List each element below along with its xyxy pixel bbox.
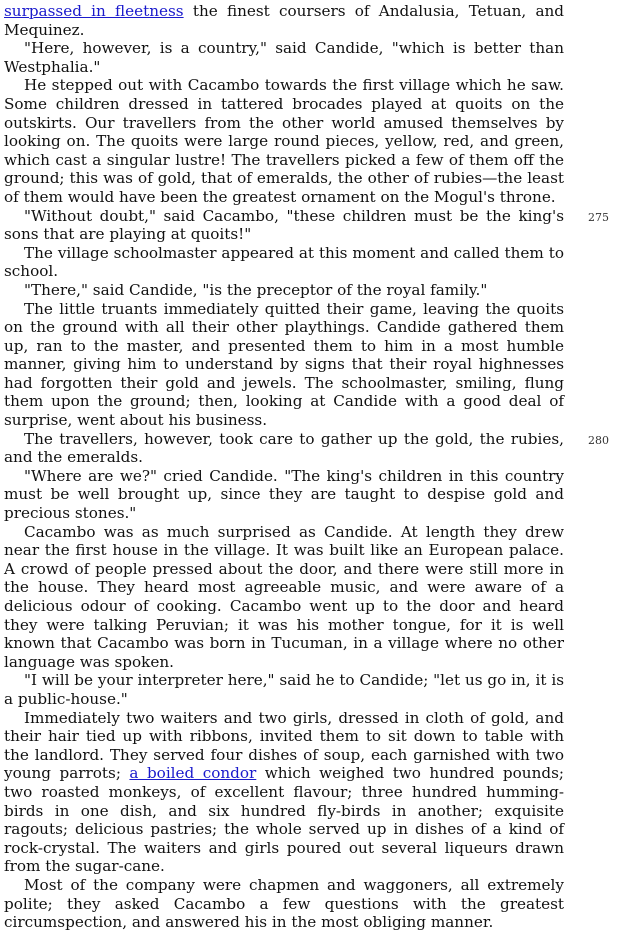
paragraph-text: Immediately two waiters and two girls, dressed in cloth of gold, and their hair tied up with ribbons, invited them to sit down to table with the landlord. They served four dishes of soup, each garnished with two young parrots;: [4, 708, 564, 783]
paragraph: The little truants immediately quitted their game, leaving the quoits on the ground with all their other playthings. Candide gathered them up, ran to the master, and presented them to him in a most humble manner, giving him to understand by signs that their royal highnesses had forgotten their gold and jewels. The schoolmaster, smiling, flung them upon the ground; then, looking at Candide with a good deal of surprise, went about his business.: [4, 299, 564, 430]
paragraph-text: which weighed two hundred pounds; two roasted monkeys, of excellent flavour; three hundred humming-birds in one dish, and six hundred fly-birds in another; exquisite ragouts; delicious pastries; the whole served up in dishes of a kind of rock-crystal. The waiters and girls poured out several liqueurs drawn from the sugar-cane.: [4, 764, 564, 876]
paragraph: "Without doubt," said Cacambo, "these children must be the king's sons that are playing at quoits!": [4, 206, 564, 244]
paragraph: "I will be your interpreter here," said he to Candide; "let us go in, it is a public-house.": [4, 671, 564, 708]
paragraph: Cacambo was as much surprised as Candide. At length they drew near the first house in the village. It was built like an European palace. A crowd of people pressed about the door, and there were still more in the house. They heard most agreeable music, and were aware of a delicious odour of cooking. Cacambo went up to the door and heard they were talking Peruvian; it was his mother tongue, for it is well known that Cacambo was born in Tucuman, in a village where no other language was spoken.: [4, 522, 564, 671]
annotation-link-condor[interactable]: a boiled condor: [129, 764, 257, 783]
body-text: [4, 2, 564, 932]
paragraph: Most of the company were chapmen and waggoners, all extremely polite; they asked Cacambo a few questions with the greatest circumspection, and answered his in the most obliging manner.: [4, 875, 564, 932]
paragraph: He stepped out with Cacambo towards the first village which he saw. Some children dressed in tattered brocades played at quoits on the outskirts. Our travellers from the other world amused themselves by looking on. The quoits were large round pieces, yellow, red, and green, which cast a singular lustre! The travellers picked a few of them off the ground; this was of gold, that of emeralds, the other of rubies—the least of them would have been the greatest ornament on the Mogul's throne.: [4, 76, 564, 206]
line-number: 275: [588, 211, 609, 224]
annotation-link-fleetness[interactable]: surpassed in fleetness: [4, 2, 184, 20]
paragraph: "Here, however, is a country," said Candide, "which is better than Westphalia.": [4, 39, 564, 76]
paragraph: The travellers, however, took care to gather up the gold, the rubies, and the emeralds.: [4, 429, 564, 467]
paragraph: "Where are we?" cried Candide. "The king's children in this country must be well brought up, since they are taught to despise gold and precious stones.": [4, 466, 564, 523]
paragraph: [4, 709, 564, 876]
paragraph-text: the finest coursers of Andalusia, Tetuan, and Mequinez.: [4, 2, 564, 39]
paragraph: The village schoolmaster appeared at this moment and called them to school.: [4, 243, 564, 281]
paragraph: "There," said Candide, "is the preceptor of the royal family.": [24, 280, 488, 299]
paragraph: [4, 2, 564, 39]
line-number: 280: [588, 434, 609, 447]
